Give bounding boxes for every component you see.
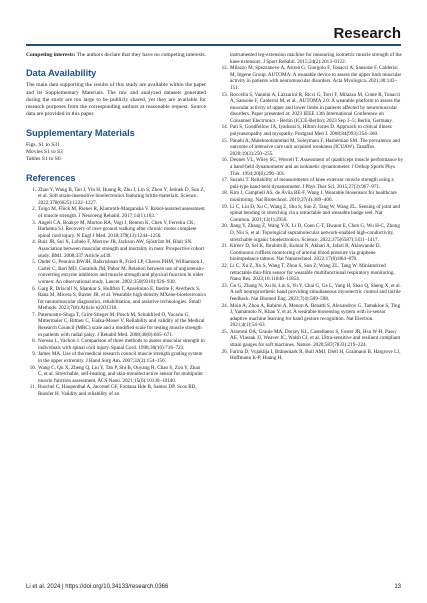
reference-text: Li C, Xu Z, Xu S, Wang T, Zhou S, Sun Z, Wang ZL, Tang W. Miniaturized retractable thin-film sensor for wearable multifunctional respiratory monitoring. Nano Res. 2023;16:11846–11854. <box>230 263 395 283</box>
reference-item <box>218 177 404 190</box>
reference-text: Panahi A, Malekmohammad M, Soleymani F, Hashemian SM. The prevalence and outcome of intensive care unit acquired weakness (ICUAW). Tanaffos. 2020;19(3):250–255. <box>230 137 400 157</box>
reference-item <box>26 384 206 397</box>
reference-item <box>218 65 404 91</box>
reference-number: 2. <box>32 206 36 213</box>
supplementary-list <box>26 142 206 164</box>
reference-text: Deones VL, Wiley SC, Worrell T. Assessment of quadriceps muscle performance by a hand-held dynamometer and an isokinetic dynamometer. J Orthop Sports Phys Ther. 1994;20(6):296–301. <box>230 157 404 177</box>
reference-item <box>26 220 206 240</box>
reference-number: 14. <box>221 124 228 131</box>
reference-item <box>26 351 206 364</box>
reference-number: 17. <box>221 177 228 184</box>
competing-interests-text: The authors declare that they have no competing interests. <box>75 52 206 58</box>
reference-item <box>26 206 206 219</box>
reference-item <box>218 263 404 283</box>
reference-text: Roccella S, Vannini A, Lazzarini R, Ricci G, Torri F, Milazzo M, Conte R, Tonacci A, Sansone F, Calderisi M, et al., AUTOMA 2.0: A wearable platform to assess the muscular activity of upper and lower limbs in patients affected by neuromuscular disorders. Paper presented at: 2023 IEEE 13th International Conference on Consumer Electronics - Berlin (ICCE-Berlin); 2023 Sep 3–5; Berlin, Germany. <box>230 91 401 124</box>
reference-text: Zhao Y, Wang B, Tan J, Yin H, Huang R, Zhu J, Lin S, Zhou Y, Jelinek D, Sun Z, et al. Soft strain-insensitive bioelectronics featuring brittle materials. Science. 2022;378(6625):1222–1227. <box>38 186 205 206</box>
reference-number: 11. <box>29 384 36 391</box>
page-footer <box>26 584 401 594</box>
reference-text: Kireev D, Sel K, Ibrahim B, Kumar N, Akbari A, Jafari R, Akinwande D. Continuous cuffless monitoring of arterial blood pressure via graphene bioimpedance tattoos. Nat Nanotechnol. 2022;17(8):864–870. <box>230 243 381 263</box>
references-list-right <box>218 52 404 362</box>
reference-text: Pati S, Goodfellow JA, Iyadurai S, Hilton-Jones D. Approach to critical illness polyneuropathy and myopathy. Postgrad Med J. 2008;84(993):354–360. <box>230 124 392 137</box>
reference-number: 20. <box>221 223 228 230</box>
supplementary-item: Figs. S1 to S31 <box>26 141 60 148</box>
reference-item <box>218 204 404 224</box>
supplementary-item: Tables S1 to S6 <box>26 156 61 163</box>
reference-text: Kim J, Campbell AS, de Ávila BE-F, Wang J. Wearable biosensors for healthcare monitoring. Nat Biotechnol. 2019;37(4):389–406. <box>230 190 397 204</box>
supplementary-item: Movies S1 to S3 <box>26 149 63 156</box>
page-number: 13 <box>394 584 401 590</box>
reference-number: 18. <box>221 190 228 197</box>
reference-text: Moin A, Zhou A, Rahimi A, Menon A, Benatti S, Alexandrov G, Tamakloe S, Ting J, Yamamoto N, Khan Y, et al. A wearable biosensing system with in-sensor adaptive machine learning for hand gesture recognition. Nat Electron. 2021;4(1):54–63. <box>230 302 401 329</box>
right-column <box>218 52 404 362</box>
reference-text: Paternostro-Sluga T, Grim-Stieger M, Posch M, Schuhfried O, Vacariu G, Mittermaier C, Bittner C, Fialka-Moser V. Reliability and validity of the Medical Research Council (MRC) scale and a modified scale for testing muscle strength in patients with radial palsy. J Rehabil Med. 2008;40(8):665–671. <box>38 311 205 338</box>
reference-number: 22. <box>221 263 228 270</box>
reference-item <box>218 349 404 362</box>
reference-number: 3. <box>32 219 36 226</box>
reference-number: 16. <box>221 157 228 164</box>
competing-interests <box>26 52 206 59</box>
references-list-left <box>26 187 206 398</box>
reference-number: 5. <box>32 259 36 266</box>
reference-number: 13. <box>221 91 228 98</box>
reference-item <box>218 243 404 263</box>
supplementary-heading: Supplementary Materials <box>26 127 135 138</box>
reference-item <box>26 312 206 338</box>
page-header <box>0 0 427 46</box>
reference-item <box>218 283 404 303</box>
data-availability-text: The main data supporting the results of this study are available within the paper and its Supplementary Materials. The raw and analyzed datasets generated during the study are too large to be publicly shared, yet they are available for research purposes from the corresponding authors at reasonable request. Source data are provided in this paper. <box>26 82 206 118</box>
reference-number: 9. <box>32 351 36 358</box>
reference-item <box>218 138 404 158</box>
references-heading: References <box>26 172 76 183</box>
reference-item <box>218 52 404 65</box>
competing-interests-label: Competing interests: <box>26 52 76 58</box>
reference-number: 23. <box>221 282 228 289</box>
reference-text: James MA. Use of the medical research council muscle strength grading system in the upper extremity. J Hand Surg Am. 2007;32(2):154–156. <box>38 351 203 365</box>
reference-item <box>26 259 206 285</box>
reference-text: Farina D, Vujaklija I, Brånemark R, Bull AMJ, Dietl H, Graimann B, Hargrove LJ, Hoffmann K-P, Huang H, <box>230 348 401 362</box>
reference-text: Gu G, Zhang N, Xu H, Lin S, Yu Y, Chai G, Ge L, Yang H, Shao Q, Sheng X, et al. A soft neuroprosthetic hand providing simultaneous myoelectric control and tactile feedback. Nat Biomed Eng. 2023;7(4):589–598. <box>230 282 402 302</box>
reference-item <box>26 338 206 351</box>
reference-item <box>218 303 404 329</box>
reference-number: 25. <box>221 328 228 335</box>
reference-item <box>218 92 404 125</box>
reference-number: 15. <box>221 137 228 144</box>
reference-text: instrumented leg-extension machine for measuring isometric muscle strength of the knee extensors. J Sport Rehabil. 2015;24(2):2013–0122. <box>230 52 402 65</box>
reference-item <box>218 190 404 203</box>
reference-item <box>218 157 404 177</box>
reference-text: Wang C, Qu X, Zheng Q, Liu Y, Tan P, Shi B, Ouyang H, Chao S, Zou Y, Zhao C, et al. Stretchable, self-healing, and skin-mounted active sensor for multipoint muscle function assessment. ACS Nano. 2021;15(6):10130–10140. <box>38 364 203 384</box>
reference-item <box>26 365 206 385</box>
reference-text: Noreau L, Vachon J. Comparison of three methods to assess muscular strength in individuals with spinal cord injury. Spinal Cord. 1998;36(10):716–723. <box>38 338 205 351</box>
header-rule <box>26 44 401 46</box>
reference-number: 10. <box>29 364 36 371</box>
left-column <box>26 52 206 398</box>
reference-number: 19. <box>221 203 228 210</box>
reference-text: Jiang Y, Zhang Z, Wang Y-X, Li D, Coen C-T, Hwaun E, Chen G, Wu H-C, Zhong D, Niu S, et al. Topological supramolecular network-enabled high-conductivity, stretchable organic bioelectronics. Science. 2022;375(6587):1411–1417. <box>230 223 400 243</box>
reference-text: Onder G, Penninx BWJH, Balkrishnan R, Fried LP, Chaves PHM, Williamson J, Carter C, Bari MD, Guralnik JM, Pahor M. Relation between use of angiotensin-converting enzyme inhibitors and muscle strength and physical function in older women: An observational study. Lancet. 2002;359(9310):926–930. <box>38 259 205 285</box>
reference-item <box>26 239 206 259</box>
reference-number: 26. <box>221 348 228 355</box>
reference-item <box>218 223 404 243</box>
reference-text: Garg R, Driscoll N, Shankar S, Hullfish T, Anselmino E, Iberite F, Averbeck S, Rana M, Micera S, Baxter JR, et al. Wearable high-density MXene-bioelectronics for neuromuscular diagnostics, rehabilitation, and assistive technologies. Small Methods. 2023;7(8):Article e2201318. <box>38 285 206 312</box>
reference-number: 8. <box>32 338 36 345</box>
data-availability-heading: Data Availability <box>26 68 97 79</box>
reference-number: 4. <box>32 239 36 246</box>
footer-citation: Li et al. 2024 | https://doi.org/10.34133/research.0366 <box>26 584 169 590</box>
reference-text: Toigo M, Flück M, Riener R, Klamroth-Marganska V. Robot-assisted assessment of muscle strength. J Neuroeng Rehabil. 2017;14(1):103. <box>38 206 205 219</box>
reference-item <box>218 329 404 349</box>
reference-text: Araromi OA, Graule MA, Dorsey KL, Castellanos S, Foster JR, Hsu W-H, Passy AE, Vlassak JJ, Weaver JC, Walsh CJ, et al. Ultra-sensitive and resilient compliant strain gauges for soft machines. Nature. 2020;587(7833):219–224. <box>230 328 401 349</box>
reference-number: 1. <box>32 186 36 193</box>
reference-number: 12. <box>221 65 228 72</box>
reference-text: Milazzo M, Spezzaneve A, Astrea G, Giorgolo F, Tonacci A, Sansone F, Calderisi M, Ingene Group. AUTOMA: A wearable device to assess the upper limb muscular activity in patients with neuromuscular disorders. Acta Myologica. 2021;40:143–151. <box>230 65 402 91</box>
reference-number: 21. <box>221 243 228 250</box>
reference-number: 6. <box>32 285 36 292</box>
journal-name: Research <box>333 25 401 42</box>
reference-text: Ruschel C, Haupenthal A, Jacomel GF, Fontana Hde B, Santos DP, Scoz RD, Roesler H. Validity and reliability of an <box>38 384 197 398</box>
reference-text: Li C, Liu D, Xu C, Wang Z, Shu S, Sun Z, Tang W, Wang ZL. Sensing of joint and spinal bending or stretching via a retractable and wearable badge reel. Nat Commun. 2021;12(1):2950. <box>230 203 401 223</box>
reference-item <box>26 286 206 312</box>
reference-item <box>26 187 206 207</box>
reference-item <box>218 124 404 137</box>
reference-number: 24. <box>221 302 228 309</box>
reference-text: Ruiz JR, Sui X, Lobelo F, Morrow JR, Jackson AW, Sjöström M, Blair SN. Association between muscular strength and mortality in men: Prospective cohort study. BMJ. 2008;337:Article a439. <box>38 239 205 259</box>
reference-number: 7. <box>32 311 36 318</box>
reference-text: Angeli CA, Boakye M, Morton RA, Vogt J, Benton K, Chen Y, Ferreira CK, Harkema SJ. Recovery of over-ground walking after chronic motor complete spinal cord injury. N Engl J Med. 2018;379(13):1244–1250. <box>38 219 197 239</box>
reference-text: Suzuki T. Reliability of measurements of knee extensor muscle strength using a pull-type hand-held dynamometer. J Phys Ther Sci. 2015;27(3):967–971. <box>230 177 394 190</box>
